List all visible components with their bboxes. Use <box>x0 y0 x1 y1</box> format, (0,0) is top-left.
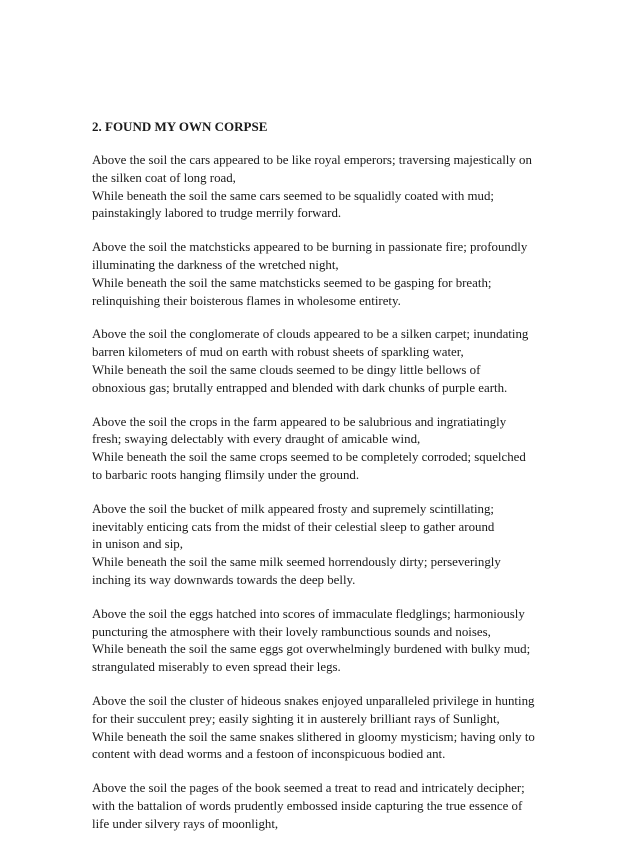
stanza <box>92 326 562 397</box>
stanza <box>92 152 562 223</box>
poem-line: While beneath the soil the same crops seemed to be completely corroded; squelched <box>92 450 526 465</box>
poem-line: fresh; swaying delectably with every draught of amicable wind, <box>92 432 421 447</box>
poem-line: Above the soil the eggs hatched into scores of immaculate fledglings; harmoniously <box>92 606 525 621</box>
poem-line: inching its way downwards towards the deep belly. <box>92 572 356 587</box>
poem-line: While beneath the soil the same snakes slithered in gloomy mysticism; having only to <box>92 729 535 744</box>
poem-line: content with dead worms and a festoon of inconspicuous bodied ant. <box>92 747 446 762</box>
poem-line: to barbaric roots hanging flimsily under the ground. <box>92 467 360 482</box>
stanza <box>92 239 562 310</box>
stanza <box>92 414 562 485</box>
poem-line: Above the soil the bucket of milk appeared frosty and supremely scintillating; <box>92 501 495 516</box>
poem-line: Above the soil the cluster of hideous snakes enjoyed unparalleled privilege in hunting <box>92 693 535 708</box>
poem-line: While beneath the soil the same milk seemed horrendously dirty; perseveringly <box>92 555 501 570</box>
poem-line: the silken coat of long road, <box>92 170 236 185</box>
poem-line: strangulated miserably to even spread their legs. <box>92 660 341 675</box>
poem-line: puncturing the atmosphere with their lovely rambunctious sounds and noises, <box>92 624 491 639</box>
poem-line: Above the soil the pages of the book seemed a treat to read and intricately decipher; <box>92 781 525 796</box>
poem-line: in unison and sip, <box>92 537 183 552</box>
poem-line: Above the soil the cars appeared to be like royal emperors; traversing majestically on <box>92 153 532 167</box>
poem-line: Above the soil the conglomerate of clouds appeared to be a silken carpet; inundating <box>92 327 529 342</box>
stanza <box>92 606 562 677</box>
poem-line: While beneath the soil the same cars seemed to be squalidly coated with mud; <box>92 188 494 203</box>
poem-line: life under silvery rays of moonlight, <box>92 816 279 831</box>
poem-line: obnoxious gas; brutally entrapped and blended with dark chunks of purple earth. <box>92 380 508 395</box>
poem-title: 2. FOUND MY OWN CORPSE <box>92 119 268 134</box>
stanza <box>92 501 562 590</box>
poem-line: painstakingly labored to trudge merrily forward. <box>92 206 342 221</box>
stanza <box>92 780 562 833</box>
poem-line: relinquishing their boisterous flames in wholesome entirety. <box>92 293 401 308</box>
poem-line: While beneath the soil the same matchsticks seemed to be gasping for breath; <box>92 275 492 290</box>
poem-body <box>92 152 562 834</box>
poem-line: with the battalion of words prudently embossed inside capturing the true essence of <box>92 798 523 813</box>
poem-line: inevitably enticing cats from the midst of their celestial sleep to gather around <box>92 519 495 534</box>
poem-line: barren kilometers of mud on earth with robust sheets of sparkling water, <box>92 345 464 360</box>
poem-line: Above the soil the crops in the farm appeared to be salubrious and ingratiatingly <box>92 414 507 429</box>
poem-line: for their succulent prey; easily sighting it in austerely brilliant rays of Sunlight, <box>92 711 500 726</box>
poem-line: Above the soil the matchsticks appeared to be burning in passionate fire; profoundly <box>92 240 528 255</box>
poem-line: While beneath the soil the same clouds seemed to be dingy little bellows of <box>92 362 481 377</box>
document-page <box>92 118 562 850</box>
stanza <box>92 693 562 764</box>
poem-line: While beneath the soil the same eggs got overwhelmingly burdened with bulky mud; <box>92 642 531 657</box>
poem-line: illuminating the darkness of the wretched night, <box>92 257 339 272</box>
